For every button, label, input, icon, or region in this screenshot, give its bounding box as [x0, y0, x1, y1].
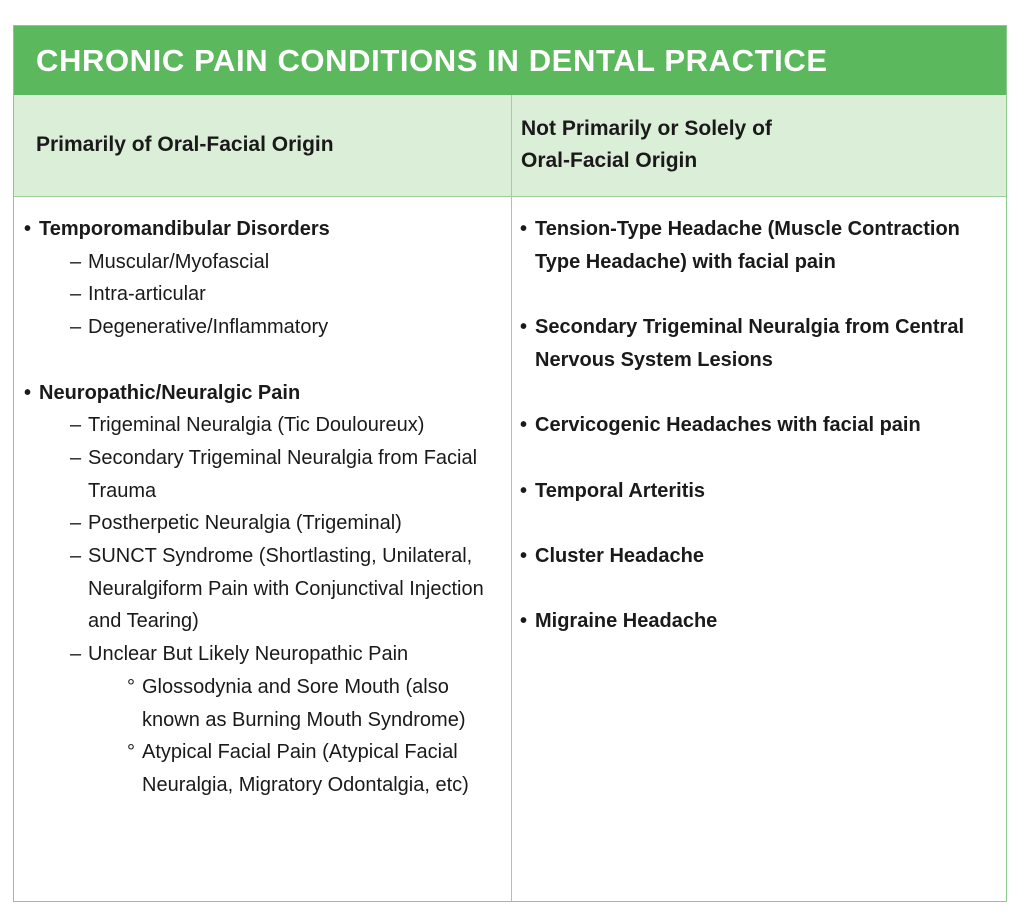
- list-item: • Secondary Trigeminal Neuralgia from Central Nervous System Lesions: [520, 311, 1006, 376]
- sub-item: – Trigeminal Neuralgia (Tic Douloureux): [24, 409, 504, 442]
- sub-item: – Muscular/Myofascial: [24, 246, 504, 279]
- table-title-text: CHRONIC PAIN CONDITIONS IN DENTAL PRACTICE: [36, 42, 828, 78]
- sub-item: – Intra-articular: [24, 278, 504, 311]
- dash-glyph: –: [70, 316, 82, 339]
- list-item: • Migraine Headache: [520, 605, 1006, 638]
- sub-item: – Unclear But Likely Neuropathic Pain: [24, 638, 504, 671]
- bullet-glyph: •: [24, 381, 32, 404]
- column-divider: [511, 95, 512, 901]
- degree-glyph: °: [127, 675, 135, 698]
- list-item: • Temporal Arteritis: [520, 475, 1006, 508]
- bullet-glyph: •: [520, 316, 528, 339]
- sub-item: – Secondary Trigeminal Neuralgia from Facial Trauma: [24, 442, 504, 507]
- dash-glyph: –: [70, 283, 82, 306]
- bullet-glyph: •: [520, 414, 528, 437]
- bullet-glyph: •: [520, 479, 528, 502]
- dash-glyph: –: [70, 643, 82, 666]
- sub-sub-item: ° Glossodynia and Sore Mouth (also known as Burning Mouth Syndrome): [24, 671, 504, 736]
- right-column: [520, 213, 1006, 671]
- bullet-glyph: •: [520, 218, 528, 240]
- table-title: [14, 26, 1006, 95]
- list-item: • Tension-Type Headache (Muscle Contraction Type Headache) with facial pain: [520, 213, 1006, 278]
- column-header-row: [14, 95, 1006, 197]
- sub-sub-item: ° Atypical Facial Pain (Atypical Facial Neuralgia, Migratory Odontalgia, etc): [24, 736, 504, 801]
- dash-glyph: –: [70, 414, 82, 437]
- bullet-glyph: •: [24, 218, 32, 240]
- sub-item: – Degenerative/Inflammatory: [24, 311, 504, 344]
- dash-glyph: –: [70, 512, 82, 535]
- list-item: • Cervicogenic Headaches with facial pain: [520, 409, 1006, 442]
- sub-item: – SUNCT Syndrome (Shortlasting, Unilateral, Neuralgiform Pain with Conjunctival Injection and Tearing): [24, 540, 504, 638]
- header-not-oral-facial-origin: Not Primarily or Solely of Oral-Facial Origin: [521, 117, 772, 172]
- list-item-neuropathic: • Neuropathic/Neuralgic Pain: [24, 377, 504, 410]
- dash-glyph: –: [70, 545, 82, 568]
- bullet-glyph: •: [520, 544, 528, 567]
- degree-glyph: °: [127, 741, 135, 764]
- sub-item: – Postherpetic Neuralgia (Trigeminal): [24, 507, 504, 540]
- left-column: [24, 213, 504, 802]
- list-item: • Cluster Headache: [520, 540, 1006, 573]
- dash-glyph: –: [70, 446, 82, 469]
- bullet-glyph: •: [520, 610, 528, 633]
- dash-glyph: –: [70, 250, 82, 273]
- list-item-tmd: • Temporomandibular Disorders: [24, 213, 504, 246]
- chronic-pain-table: [13, 25, 1007, 902]
- header-oral-facial-origin: Primarily of Oral-Facial Origin: [36, 133, 334, 156]
- spacer: [24, 344, 504, 377]
